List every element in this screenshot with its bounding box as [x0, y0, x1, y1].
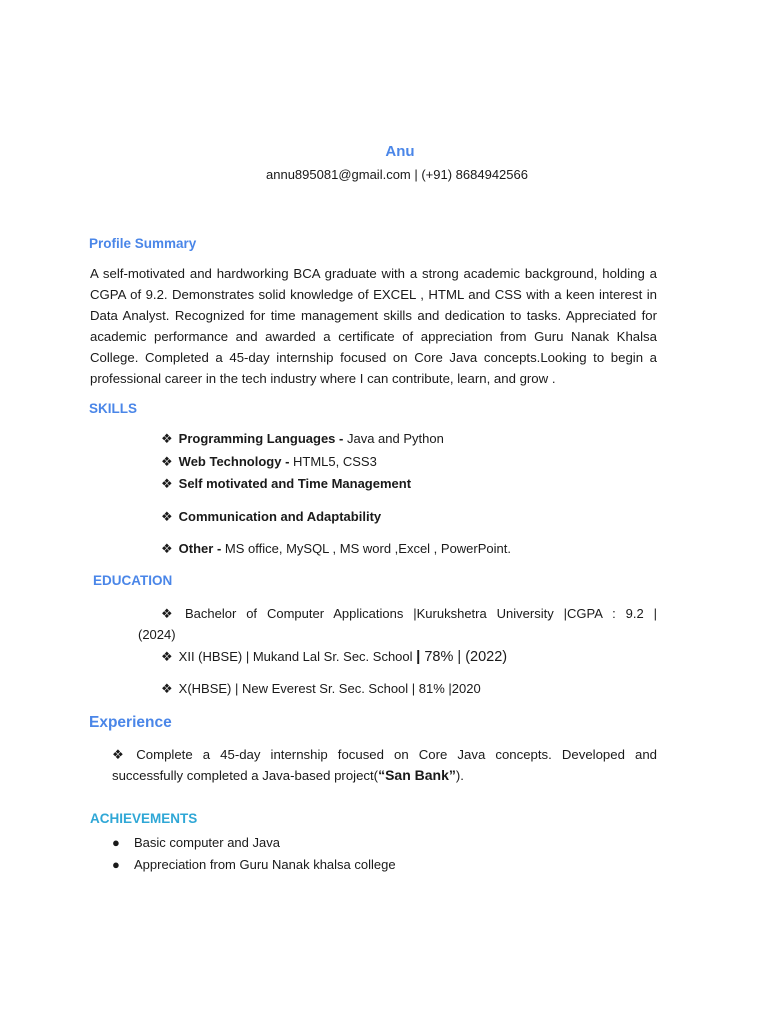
education-heading: EDUCATION: [93, 573, 173, 588]
experience-text: [112, 744, 657, 786]
candidate-name: Anu: [385, 143, 415, 160]
experience-description-end: ).: [455, 768, 464, 783]
diamond-bullet-icon: ❖: [161, 681, 173, 696]
diamond-bullet-icon: ❖: [161, 649, 173, 664]
achievements-heading: ACHIEVEMENTS: [90, 811, 198, 826]
achievement-text: Basic computer and Java: [134, 835, 280, 850]
education-score: 78% | (2022): [420, 649, 508, 665]
skills-heading: SKILLS: [89, 401, 138, 416]
contact-info: annu895081@gmail.com | (+91) 8684942566: [266, 167, 528, 182]
diamond-bullet-icon: ❖: [161, 431, 173, 446]
diamond-bullet-icon: ❖: [112, 747, 131, 762]
diamond-bullet-icon: ❖: [161, 476, 173, 491]
bullet-dot-icon: ●: [112, 835, 120, 850]
skill-item: [161, 454, 377, 470]
education-school: X(HBSE) | New Everest Sr. Sec. School | 81% |2020: [178, 681, 481, 696]
achievement-item: [112, 835, 280, 850]
skill-label: Other -: [178, 541, 222, 556]
skill-item: [161, 541, 511, 557]
experience-description: Complete a 45-day internship focused on Core Java concepts. Developed and successfully completed a Java-based project(: [112, 747, 657, 783]
skill-value: Java and Python: [343, 431, 444, 446]
education-school: XII (HBSE) | Mukand Lal Sr. Sec. School: [178, 649, 417, 664]
education-degree: Bachelor of Computer Applications |Kurukshetra University |CGPA : 9.2 |: [184, 606, 657, 621]
bullet-dot-icon: ●: [112, 857, 120, 872]
diamond-bullet-icon: ❖: [161, 541, 173, 556]
education-item: [138, 604, 657, 645]
experience-project: “San Bank”: [378, 767, 456, 783]
achievement-item: [112, 857, 396, 872]
diamond-bullet-icon: ❖: [161, 606, 179, 621]
achievement-text: Appreciation from Guru Nanak khalsa college: [134, 857, 396, 872]
education-year: (2024): [138, 626, 176, 642]
skill-label: Programming Languages -: [178, 431, 344, 446]
skill-item: [161, 476, 411, 492]
education-line: [138, 604, 657, 625]
skill-item: [161, 431, 444, 447]
diamond-bullet-icon: ❖: [161, 509, 173, 524]
education-separator: |: [416, 648, 421, 665]
profile-summary-text: A self-motivated and hardworking BCA graduate with a strong academic background, holding a CGPA of 9.2. Demonstrates solid knowledge of EXCEL , HTML and CSS with a keen interest in Data Analyst. Recognized for time management skills and dedication to tasks. Appreciated for academic performance and awarded a certificate of appreciation from Guru Nanak Khalsa College. Completed a 45-day internship focused on Core Java concepts.Looking to begin a professional career in the tech industry where I can contribute, learn, and grow .: [90, 266, 657, 386]
education-item: [161, 681, 481, 697]
skill-label: Self motivated and Time Management: [178, 476, 412, 491]
profile-summary-heading: Profile Summary: [89, 236, 197, 251]
experience-heading: Experience: [89, 714, 172, 731]
skill-label: Communication and Adaptability: [178, 509, 382, 524]
skill-value: MS office, MySQL , MS word ,Excel , PowerPoint.: [221, 541, 511, 556]
skill-item: [161, 509, 381, 525]
skill-label: Web Technology -: [178, 454, 290, 469]
skill-value: HTML5, CSS3: [289, 454, 377, 469]
diamond-bullet-icon: ❖: [161, 454, 173, 469]
education-item: [161, 648, 507, 665]
